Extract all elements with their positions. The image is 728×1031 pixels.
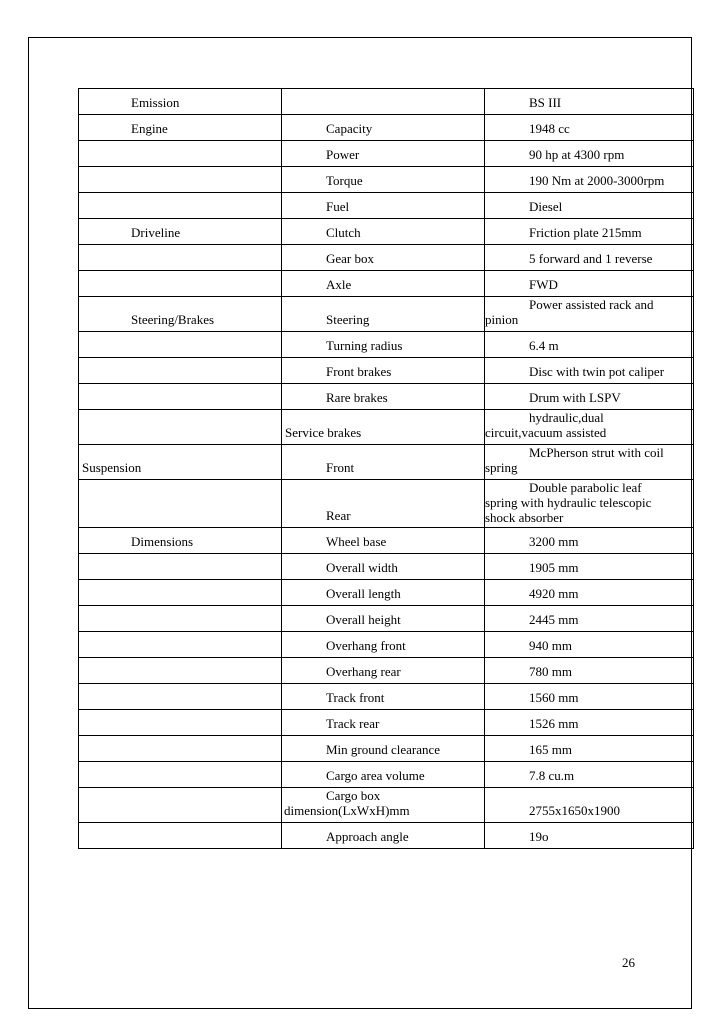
category-cell: [79, 783, 281, 787]
value-cell: 165 mm: [529, 742, 572, 757]
value-cell: 2755x1650x1900: [529, 803, 620, 818]
item-cell: Front brakes: [326, 364, 392, 379]
value-cell: 1948 cc: [529, 121, 570, 136]
category-cell: [79, 757, 281, 761]
item-cell: Steering: [326, 312, 370, 327]
category-cell: Steering/Brakes: [131, 312, 215, 327]
table-row: [79, 410, 694, 445]
value-cell: Diesel: [529, 199, 563, 214]
item-cell: Track front: [326, 690, 385, 705]
value-cell: hydraulic,dual circuit,vacuum assisted: [485, 410, 694, 445]
item-cell: Overhang front: [326, 638, 406, 653]
item-cell: Torque: [326, 173, 363, 188]
table-row: [79, 245, 694, 271]
category-cell: [79, 627, 281, 631]
item-cell: Axle: [326, 277, 352, 292]
category-cell: Driveline: [131, 225, 181, 240]
page-number: 26: [622, 955, 635, 970]
table-row: [79, 606, 694, 632]
value-cell: Power assisted rack and pinion: [485, 297, 694, 332]
value-cell: 6.4 m: [529, 338, 559, 353]
category-cell: [79, 188, 281, 192]
category-cell: [79, 705, 281, 709]
value-cell: FWD: [529, 277, 558, 292]
value-cell: BS III: [529, 95, 562, 110]
item-cell: Track rear: [326, 716, 380, 731]
table-row: [79, 332, 694, 358]
item-cell: Rare brakes: [326, 390, 388, 405]
table-row: [79, 297, 694, 332]
value-cell: 1560 mm: [529, 690, 579, 705]
table-row: [79, 115, 694, 141]
category-cell: [79, 440, 281, 444]
table-row: [79, 528, 694, 554]
item-cell: Power: [326, 147, 360, 162]
category-cell: [79, 818, 281, 822]
category-cell: [79, 523, 281, 527]
table-row: [79, 219, 694, 245]
category-cell: [79, 405, 281, 409]
category-cell: [79, 575, 281, 579]
category-cell: [79, 731, 281, 735]
category-cell: [79, 266, 281, 270]
table-row: [79, 89, 694, 115]
category-cell: [79, 292, 281, 296]
item-cell: Fuel: [326, 199, 350, 214]
table-row: [79, 141, 694, 167]
table-row: [79, 358, 694, 384]
category-cell: [79, 653, 281, 657]
value-cell: Friction plate 215mm: [529, 225, 642, 240]
item-cell: Approach angle: [326, 829, 409, 844]
table-row: [79, 384, 694, 410]
value-cell: 5 forward and 1 reverse: [529, 251, 653, 266]
category-cell: Dimensions: [131, 534, 194, 549]
item-cell: [282, 110, 484, 114]
table-row: [79, 710, 694, 736]
category-cell: [79, 601, 281, 605]
value-cell: 190 Nm at 2000-3000rpm: [529, 173, 665, 188]
item-cell: Front: [326, 460, 355, 475]
category-cell: [79, 679, 281, 683]
value-cell: 3200 mm: [529, 534, 579, 549]
table-row: [79, 271, 694, 297]
category-cell: Emission: [131, 95, 180, 110]
table-row: [79, 658, 694, 684]
value-cell: Double parabolic leaf spring with hydraulic telescopic shock absorber: [485, 480, 694, 528]
item-cell: Wheel base: [326, 534, 387, 549]
item-cell: Cargo area volume: [326, 768, 425, 783]
category-cell: [79, 844, 281, 848]
value-cell: 940 mm: [529, 638, 572, 653]
value-cell: 2445 mm: [529, 612, 579, 627]
item-cell: Gear box: [326, 251, 375, 266]
item-cell: Turning radius: [326, 338, 403, 353]
value-cell: 1905 mm: [529, 560, 579, 575]
table-row: [79, 480, 694, 528]
item-cell: Overall length: [326, 586, 401, 601]
table-row: [79, 193, 694, 219]
value-cell: McPherson strut with coil spring: [485, 445, 694, 480]
table-row: [79, 554, 694, 580]
category-cell: [79, 162, 281, 166]
category-cell: [79, 214, 281, 218]
category-cell: Engine: [131, 121, 168, 136]
item-cell: Capacity: [326, 121, 373, 136]
category-cell: [79, 353, 281, 357]
item-cell: Clutch: [326, 225, 361, 240]
table-row: [79, 167, 694, 193]
specification-table: [78, 88, 694, 849]
table-row: [79, 823, 694, 849]
value-cell: 1526 mm: [529, 716, 579, 731]
value-cell: Drum with LSPV: [529, 390, 621, 405]
item-cell: Overall width: [326, 560, 398, 575]
category-cell: [79, 379, 281, 383]
value-cell: 7.8 cu.m: [529, 768, 575, 783]
table-row: [79, 762, 694, 788]
value-cell: 780 mm: [529, 664, 572, 679]
value-cell: Disc with twin pot caliper: [529, 364, 665, 379]
value-cell: 4920 mm: [529, 586, 579, 601]
item-cell: Overhang rear: [326, 664, 401, 679]
table-row: [79, 632, 694, 658]
table-row: [79, 684, 694, 710]
item-cell: Overall height: [326, 612, 401, 627]
table-row: [79, 580, 694, 606]
value-cell: 19o: [529, 829, 549, 844]
category-cell: Suspension: [82, 460, 142, 475]
table-row: [79, 736, 694, 762]
item-cell: Service brakes: [285, 425, 362, 440]
table-row: [79, 445, 694, 480]
item-cell: Cargo box dimension(LxWxH)mm: [282, 788, 485, 823]
item-cell: Rear: [326, 508, 351, 523]
value-cell: 90 hp at 4300 rpm: [529, 147, 625, 162]
table-row: [79, 788, 694, 823]
item-cell: Min ground clearance: [326, 742, 441, 757]
